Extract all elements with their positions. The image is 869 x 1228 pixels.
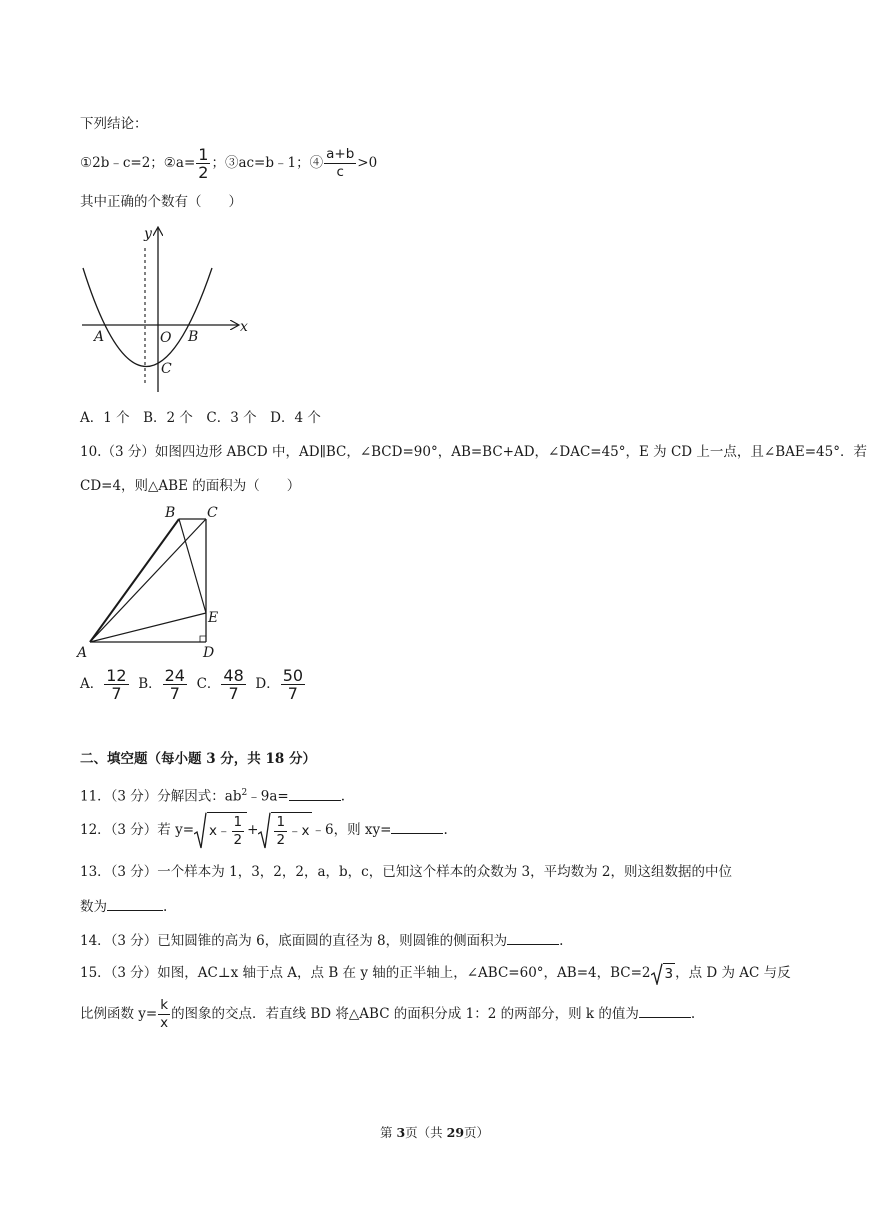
q9-c1: ①2b﹣c=2；②a= <box>80 155 196 171</box>
q9-question: 其中正确的个数有（ ） <box>80 194 242 210</box>
frac-num: 48 <box>223 666 244 685</box>
seg-AC <box>90 519 206 642</box>
label-A: A <box>94 329 105 345</box>
label-O: O <box>160 330 172 346</box>
q15-frac-k-x <box>158 997 170 1032</box>
footer-page-number: 3 <box>396 1125 406 1140</box>
q10-line1: 10.（3 分）如图四边形 ABCD 中，AD∥BC，∠BCD=90°，AB=BC+AD，∠DAC=45°，E 为 CD 上一点，且∠BAE=45°．若 <box>80 444 867 460</box>
rad1-frac <box>232 814 245 849</box>
frac-num: 50 <box>282 666 304 685</box>
rad2-tail: ﹣x <box>288 823 310 839</box>
q14-answer-blank[interactable] <box>507 930 559 945</box>
q9-parabola-graph <box>72 222 257 394</box>
q15-text-b: ，点 D 为 AC 与反 <box>675 965 791 981</box>
page-footer <box>0 1123 869 1141</box>
q15-text-c: 比例函数 y= <box>80 1006 158 1022</box>
rad2-frac <box>274 814 287 849</box>
q9-intro: 下列结论： <box>80 116 148 132</box>
q9-c2: ；③ac=b﹣1；④ <box>211 155 324 171</box>
q9-conclusions <box>80 146 377 181</box>
label-y: y <box>144 226 152 242</box>
q10-option-b <box>138 666 188 703</box>
frac-den: 7 <box>287 684 298 703</box>
option-frac <box>163 667 187 702</box>
label-B: B <box>188 329 199 345</box>
label-E: E <box>208 610 219 626</box>
q15-line1 <box>80 963 791 984</box>
frac-num: 24 <box>164 666 185 685</box>
frac-num: 1 <box>276 813 286 830</box>
q9-options: A．1 个 B．2 个 C．3 个 D．4 个 <box>80 410 321 426</box>
q15-text-a: 15．（3 分）如图，AC⊥x 轴于点 A，点 B 在 y 轴的正半轴上，∠ABC=60°，AB=4，BC=2 <box>80 965 651 981</box>
q14-end: . <box>559 933 564 949</box>
parabola-curve <box>83 268 212 367</box>
q14 <box>80 930 563 951</box>
label-B: B <box>165 505 176 521</box>
q9-frac-half <box>196 146 210 181</box>
radical-sign-icon <box>258 812 271 850</box>
q13-end: . <box>163 899 168 915</box>
q12-end: . <box>443 822 448 838</box>
q9-frac-ab-c <box>324 146 356 181</box>
label-x: x <box>240 319 248 335</box>
q10-option-d <box>255 666 306 703</box>
option-frac <box>104 667 128 702</box>
q15-line2 <box>80 996 695 1032</box>
radical-sign-icon <box>194 812 207 850</box>
label-C: C <box>161 361 172 377</box>
label-A: A <box>77 645 88 661</box>
frac-num: k <box>160 997 169 1013</box>
option-letter: C． <box>196 676 221 692</box>
footer-mid: 页（共 <box>405 1125 447 1140</box>
q12-radical-2 <box>258 812 311 849</box>
frac-num: 1 <box>233 813 243 830</box>
frac-den: 7 <box>228 684 239 703</box>
option-letter: B． <box>138 676 162 692</box>
q11-prefix: 11．（3 分）分解因式：ab <box>80 788 242 805</box>
label-D: D <box>203 645 215 661</box>
q13-prefix: 数为 <box>80 899 107 915</box>
q10-options <box>80 666 306 702</box>
q13-line1: 13．（3 分）一个样本为 1，3，2，2，a，b，c，已知这个样本的众数为 3，平均数为 2，则这组数据的中位 <box>80 864 732 880</box>
q12-answer-blank[interactable] <box>391 819 443 834</box>
radical-sign-icon <box>651 963 663 985</box>
frac-num: 1 <box>198 145 209 164</box>
q11-suffix: ﹣9a= <box>247 788 289 805</box>
footer-post: 页） <box>464 1125 490 1140</box>
q12-plus: + <box>247 822 259 838</box>
radicand: 3 <box>663 963 676 984</box>
rad1-var: x﹣ <box>209 823 231 839</box>
q10-quadrilateral-figure <box>76 500 226 662</box>
frac-den: 7 <box>111 684 122 703</box>
right-angle-mark <box>200 636 206 642</box>
q10-option-a <box>80 666 130 703</box>
frac-den: 2 <box>233 831 243 848</box>
q12-radical-1 <box>194 812 247 849</box>
frac-den: 2 <box>276 831 286 848</box>
option-frac <box>281 667 305 702</box>
q13-answer-blank[interactable] <box>107 896 163 911</box>
frac-den: x <box>160 1015 169 1031</box>
q15-answer-blank[interactable] <box>639 1003 691 1018</box>
option-letter: D． <box>255 676 280 692</box>
frac-den: 2 <box>198 163 209 182</box>
q11 <box>80 783 345 807</box>
q12-suffix: ﹣6，则 xy= <box>311 822 392 838</box>
frac-den: 7 <box>169 684 180 703</box>
footer-total-pages: 29 <box>446 1125 465 1140</box>
q11-answer-blank[interactable] <box>289 786 341 801</box>
q10-line2: CD=4，则△ABE 的面积为（ ） <box>80 478 301 494</box>
q15-text-d: 的图象的交点．若直线 BD 将△ABC 的面积分成 1：2 的两部分，则 k 的值为 <box>171 1006 639 1022</box>
q15-end: . <box>690 1006 696 1022</box>
q14-text: 14．（3 分）已知圆锥的高为 6，底面圆的直径为 8，则圆锥的侧面积为 <box>80 933 508 949</box>
option-frac <box>221 667 245 702</box>
frac-num: 12 <box>106 666 127 685</box>
q11-end: . <box>340 788 345 805</box>
q9-c4-tail: >0 <box>357 155 378 171</box>
label-C: C <box>207 505 218 521</box>
frac-den: c <box>336 164 344 180</box>
option-letter: A． <box>80 676 104 692</box>
q12 <box>80 812 448 849</box>
frac-num: a+b <box>326 146 355 162</box>
section-heading: 二、填空题（每小题 3 分，共 18 分） <box>80 751 316 767</box>
q10-option-c <box>196 666 247 703</box>
q12-prefix: 12．（3 分）若 y= <box>80 822 195 838</box>
q15-sqrt3 <box>651 963 676 984</box>
q13-line2 <box>80 896 167 917</box>
footer-pre: 第 <box>379 1125 397 1140</box>
q11-exponent: 2 <box>241 788 248 798</box>
